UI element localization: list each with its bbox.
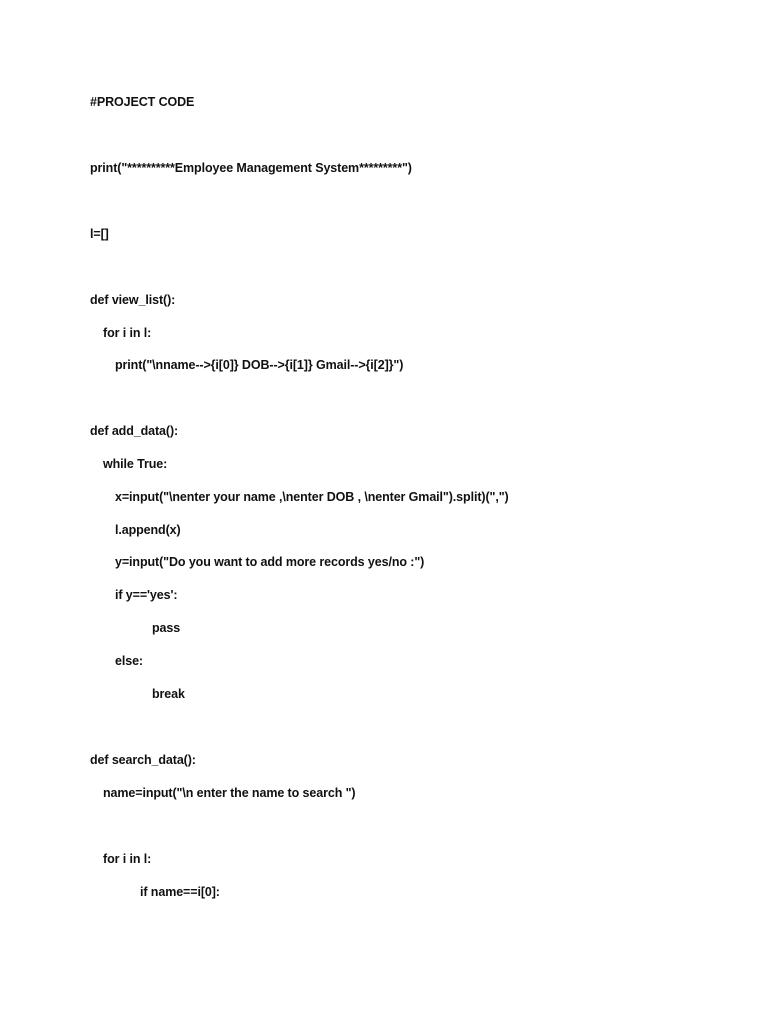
code-line-list-init: l=[] <box>90 227 109 241</box>
code-line-def-search-data: def search_data(): <box>90 753 196 767</box>
code-line-for-loop: for i in l: <box>103 326 152 340</box>
code-line-print-title: print("**********Employee Management System*********") <box>90 161 412 175</box>
code-line-input-name: name=input("\n enter the name to search ") <box>103 786 356 800</box>
code-line-for-loop-search: for i in l: <box>103 852 152 866</box>
code-line-def-add-data: def add_data(): <box>90 424 179 438</box>
code-line-if-name-match: if name==i[0]: <box>140 885 220 899</box>
code-line-while-true: while True: <box>103 457 168 471</box>
code-line-input-more: y=input("Do you want to add more records yes/no :") <box>115 555 425 569</box>
code-line-append: l.append(x) <box>115 523 181 537</box>
code-line-else: else: <box>115 654 143 668</box>
code-line-break: break <box>152 687 185 701</box>
code-line-print-record: print("\nname-->{i[0]} DOB-->{i[1]} Gmail-->{i[2]}") <box>115 358 404 372</box>
code-line-project-comment: #PROJECT CODE <box>90 95 195 109</box>
code-line-pass: pass <box>152 621 181 635</box>
code-line-def-view-list: def view_list(): <box>90 293 176 307</box>
code-line-if-yes: if y=='yes': <box>115 588 178 602</box>
code-line-input-record: x=input("\nenter your name ,\nenter DOB , \nenter Gmail").split)(",") <box>115 490 509 504</box>
